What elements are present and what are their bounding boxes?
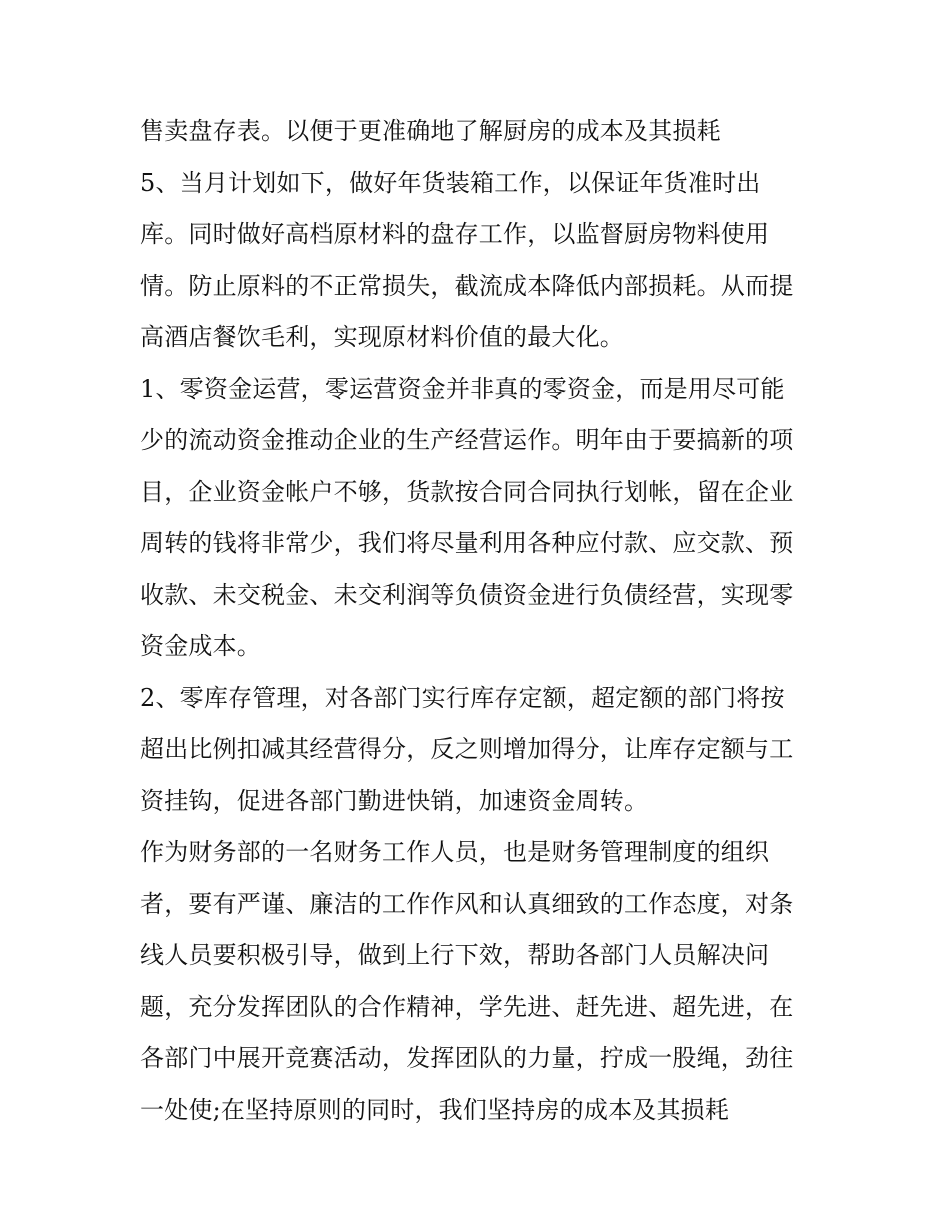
text-line-4: 情。防止原料的不正常损失，截流成本降低内部损耗。从而提: [140, 271, 794, 300]
text-line-13: 超出比例扣减其经营得分，反之则增加得分，让库存定额与工: [140, 735, 794, 763]
text-line-18: 题，充分发挥团队的合作精神，学先进、赶先进、超先进，在: [140, 992, 794, 1021]
text-line-19: 各部门中展开竞赛活动，发挥团队的力量，拧成一股绳，劲往: [140, 1044, 794, 1072]
text-line-7: 少的流动资金推动企业的生产经营运作。明年由于要搞新的项: [140, 426, 794, 454]
text-line-12: 2、零库存管理，对各部门实行库存定额，超定额的部门将按: [140, 683, 785, 712]
text-line-11: 资金成本。: [140, 632, 261, 660]
text-line-14: 资挂钩，促进各部门勤进快销，加速资金周转。: [140, 786, 649, 815]
text-line-20: 一处使;在坚持原则的同时，我们坚持房的成本及其损耗: [140, 1095, 730, 1124]
text-line-8: 目，企业资金帐户不够，货款按合同合同执行划帐，留在企业: [140, 477, 794, 506]
text-line-3: 库。同时做好高档原材料的盘存工作，以监督厨房物料使用: [140, 220, 770, 248]
body-text: [140, 106, 820, 1136]
text-line-15: 作为财务部的一名财务工作人员，也是财务管理制度的组织: [140, 838, 770, 866]
text-line-6: 1、零资金运营，零运营资金并非真的零资金，而是用尽可能: [140, 374, 785, 403]
text-line-5: 高酒店餐饮毛利，实现原材料价值的最大化。: [140, 323, 624, 351]
text-line-16: 者，要有严谨、廉洁的工作作风和认真细致的工作态度，对条: [140, 889, 794, 918]
text-line-9: 周转的钱将非常少，我们将尽量利用各种应付款、应交款、预: [140, 529, 794, 557]
text-line-1: 售卖盘存表。以便于更准确地了解厨房的成本及其损耗: [140, 117, 721, 145]
text-line-2: 5、当月计划如下，做好年货装箱工作，以保证年货准时出: [140, 168, 761, 197]
text-line-10: 收款、未交税金、未交利润等负债资金进行负债经营，实现零: [140, 580, 794, 609]
text-line-17: 线人员要积极引导，做到上行下效，帮助各部门人员解决问: [140, 941, 770, 969]
